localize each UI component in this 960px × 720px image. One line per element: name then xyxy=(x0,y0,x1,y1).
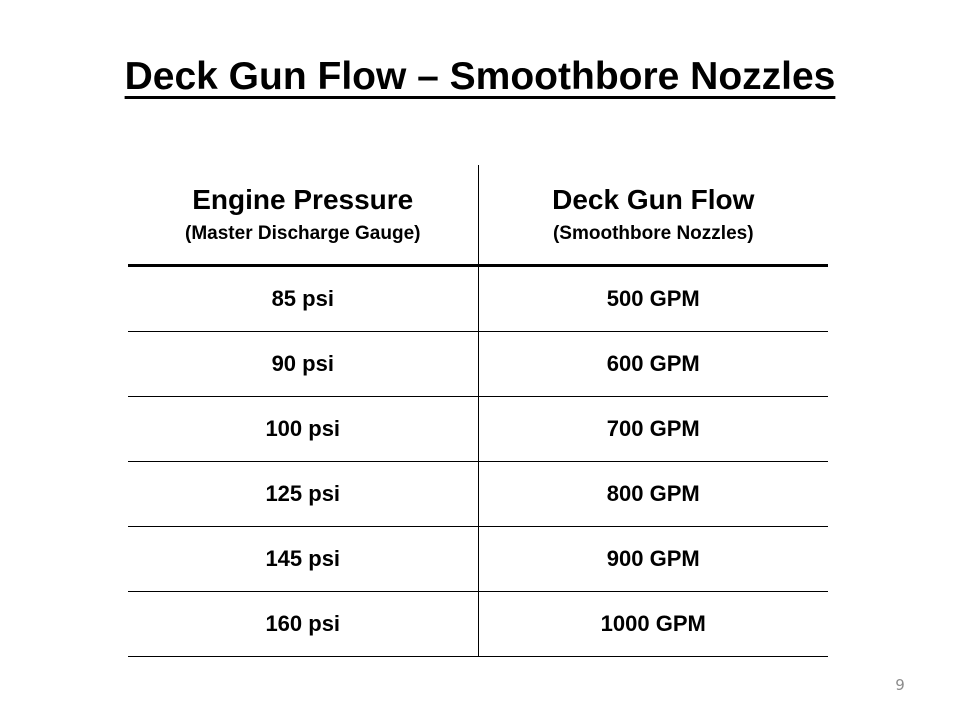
table-row xyxy=(128,592,828,657)
slide-number: 9 xyxy=(895,676,905,694)
flow-cell: 500 GPM xyxy=(478,266,828,332)
flow-cell: 600 GPM xyxy=(478,332,828,397)
header-deck-gun-flow-sublabel: (Smoothbore Nozzles) xyxy=(552,222,754,244)
header-engine-pressure-label: Engine Pressure xyxy=(192,183,414,215)
flow-table xyxy=(128,165,828,657)
table-row xyxy=(128,527,828,592)
header-deck-gun-flow-label: Deck Gun Flow xyxy=(552,183,755,215)
header-engine-pressure-sublabel: (Master Discharge Gauge) xyxy=(185,222,421,244)
pressure-cell: 125 psi xyxy=(128,462,478,527)
table-row xyxy=(128,397,828,462)
pressure-cell: 145 psi xyxy=(128,527,478,592)
table-row xyxy=(128,462,828,527)
flow-cell: 800 GPM xyxy=(478,462,828,527)
flow-cell: 700 GPM xyxy=(478,397,828,462)
flow-cell: 900 GPM xyxy=(478,527,828,592)
header-deck-gun-flow xyxy=(478,165,828,266)
pressure-cell: 160 psi xyxy=(128,592,478,657)
header-engine-pressure xyxy=(128,165,478,266)
pressure-cell: 90 psi xyxy=(128,332,478,397)
table-row xyxy=(128,332,828,397)
pressure-cell: 85 psi xyxy=(128,266,478,332)
table-row xyxy=(128,266,828,332)
table-header-row xyxy=(128,165,828,266)
pressure-cell: 100 psi xyxy=(128,397,478,462)
flow-cell: 1000 GPM xyxy=(478,592,828,657)
slide-title: Deck Gun Flow – Smoothbore Nozzles xyxy=(124,55,836,98)
